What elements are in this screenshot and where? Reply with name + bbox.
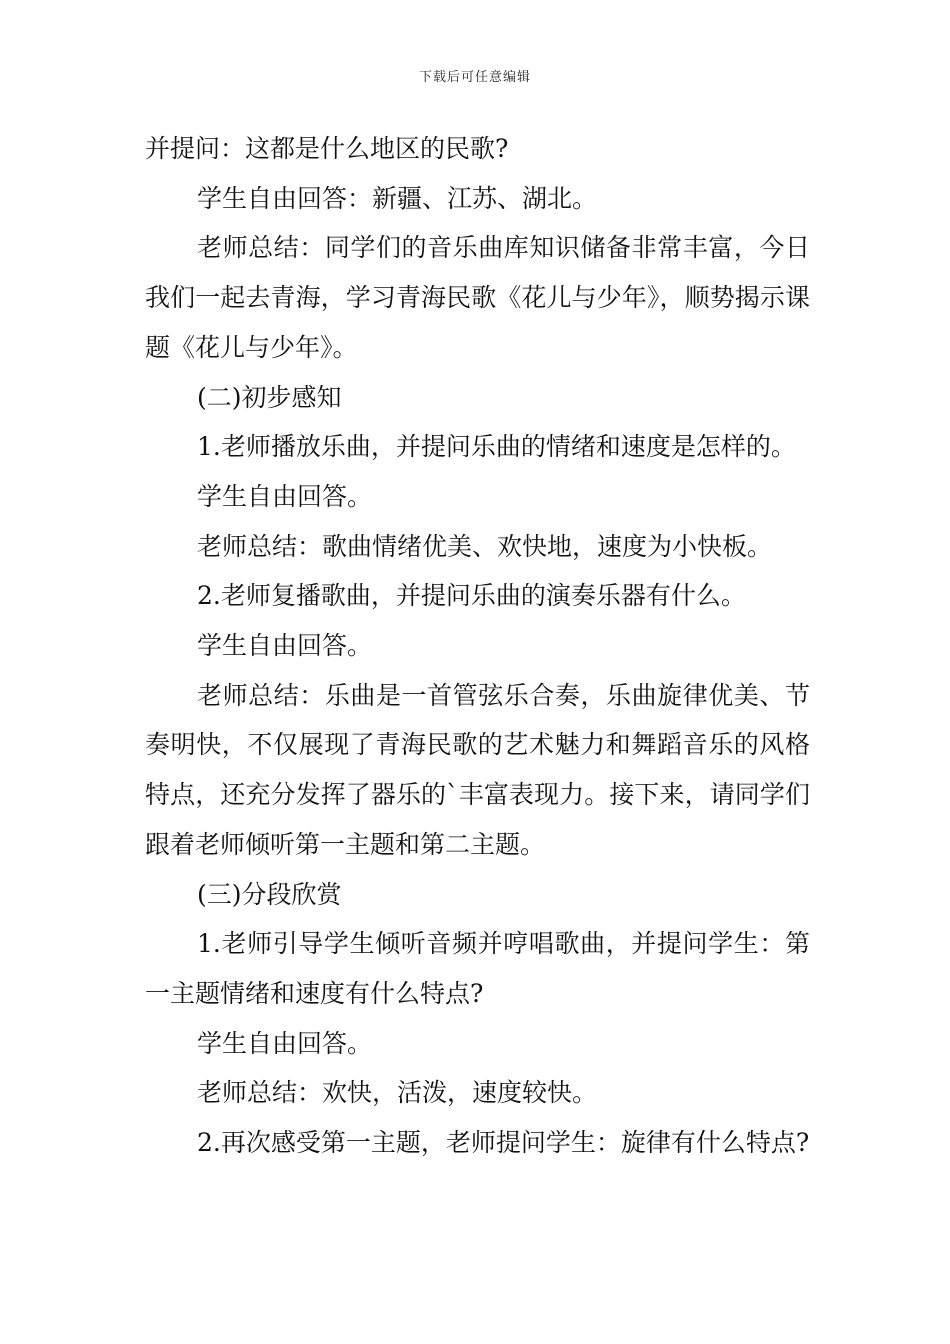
paragraph: 老师总结：同学们的音乐曲库知识储备非常丰富，今日我们一起去青海，学习青海民歌《花儿与少年》，顺势揭示课题《花儿与少年》。 [145, 233, 810, 362]
section-heading: (三)分段欣赏 [197, 879, 342, 909]
paragraph: 老师总结：歌曲情绪优美、欢快地，速度为小快板。 [197, 531, 773, 561]
paragraph: 学生自由回答。 [197, 631, 373, 661]
paragraph: 学生自由回答。 [197, 1028, 373, 1058]
paragraph: 学生自由回答。 [197, 481, 373, 511]
paragraph: 学生自由回答：新疆、江苏、湖北。 [197, 183, 598, 213]
paragraph: 并提问：这都是什么地区的民歌? [145, 134, 509, 163]
paragraph: 老师总结：乐曲是一首管弦乐合奏，乐曲旋律优美、节奏明快，不仅展现了青海民歌的艺术魅力和舞蹈音乐的风格特点，还充分发挥了器乐的`丰富表现力。接下来，请同学们跟着老师倾听第一主题和第二主题。 [145, 680, 810, 859]
section-heading: (二)初步感知 [197, 382, 342, 412]
document-body [145, 124, 810, 1168]
paragraph: 老师总结：欢快，活泼，速度较快。 [197, 1078, 598, 1108]
paragraph: 2.再次感受第一主题，老师提问学生：旋律有什么特点? [197, 1128, 810, 1158]
paragraph: 1.老师引导学生倾听音频并哼唱歌曲，并提问学生：第一主题情绪和速度有什么特点? [145, 929, 810, 1008]
paragraph: 1.老师播放乐曲，并提问乐曲的情绪和速度是怎样的。 [197, 432, 796, 462]
page-header: 下载后可任意编辑 [418, 70, 531, 85]
paragraph: 2.老师复播歌曲，并提问乐曲的演奏乐器有什么。 [197, 581, 746, 611]
